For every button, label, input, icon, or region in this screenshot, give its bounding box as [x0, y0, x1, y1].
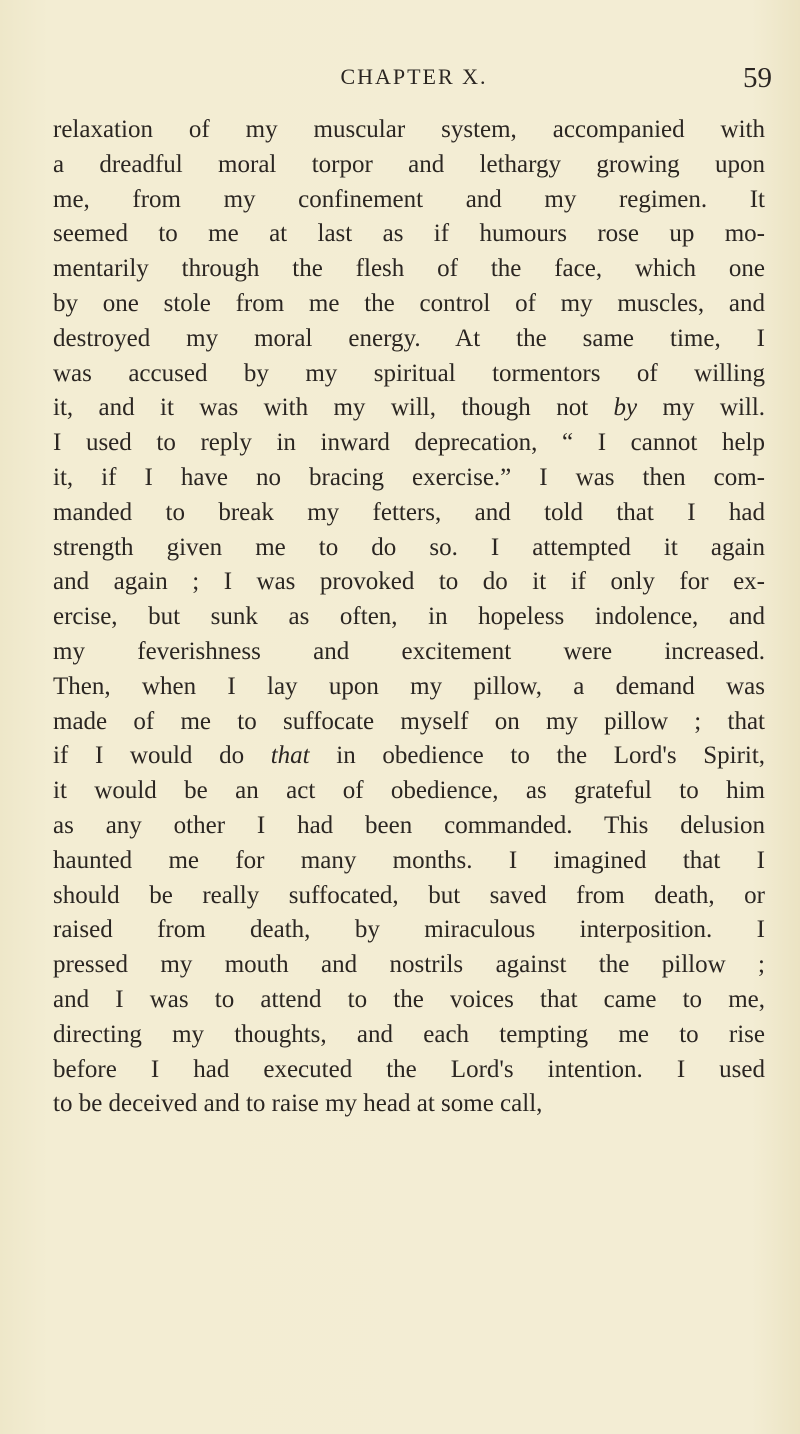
text-line: mentarily through the flesh of the face, which one	[53, 255, 765, 283]
text-line: I used to reply in inward deprecation, “ I cannot help	[53, 429, 765, 457]
text-line: if I would do that in obedience to the Lord's Spirit,	[53, 742, 765, 770]
text-line: destroyed my moral energy. At the same time, I	[53, 324, 765, 352]
text-line: ercise, but sunk as often, in hopeless indolence, and	[53, 603, 765, 631]
text-line: my feverishness and excitement were increased.	[53, 637, 765, 665]
text-line: before I had executed the Lord's intention. I used	[53, 1055, 765, 1083]
text-line: and I was to attend to the voices that came to me,	[53, 985, 765, 1013]
text-line: it, and it was with my will, though not by my will.	[53, 394, 765, 422]
text-line: by one stole from me the control of my muscles, and	[53, 289, 765, 317]
text-line: directing my thoughts, and each tempting me to rise	[53, 1020, 765, 1048]
page-number: 59	[743, 62, 772, 94]
text-line: it, if I have no bracing exercise.” I was then com-	[53, 463, 765, 491]
text-line: a dreadful moral torpor and lethargy growing upon	[53, 150, 765, 178]
text-line: it would be an act of obedience, as grateful to him	[53, 777, 765, 805]
text-line: as any other I had been commanded. This delusion	[53, 811, 765, 839]
text-line: Then, when I lay upon my pillow, a demand was	[53, 672, 765, 700]
text-line: pressed my mouth and nostrils against the pillow ;	[53, 951, 765, 979]
text-line: me, from my confinement and my regimen. It	[53, 185, 765, 213]
running-head	[0, 62, 800, 94]
chapter-heading: CHAPTER X.	[340, 64, 488, 89]
body-text	[53, 113, 765, 1122]
text-line: made of me to suffocate myself on my pillow ; that	[53, 707, 765, 735]
text-line: raised from death, by miraculous interposition. I	[53, 916, 765, 944]
text-line: manded to break my fetters, and told that I had	[53, 498, 765, 526]
text-line: should be really suffocated, but saved from death, or	[53, 881, 765, 909]
text-line: and again ; I was provoked to do it if only for ex-	[53, 568, 765, 596]
text-line: relaxation of my muscular system, accompanied with	[53, 116, 765, 143]
text-line: was accused by my spiritual tormentors of willing	[53, 359, 765, 387]
text-line: to be deceived and to raise my head at some call,	[53, 1090, 543, 1118]
text-line: haunted me for many months. I imagined that I	[53, 846, 765, 874]
text-line: seemed to me at last as if humours rose up mo-	[53, 220, 765, 248]
text-line: strength given me to do so. I attempted it again	[53, 533, 765, 561]
